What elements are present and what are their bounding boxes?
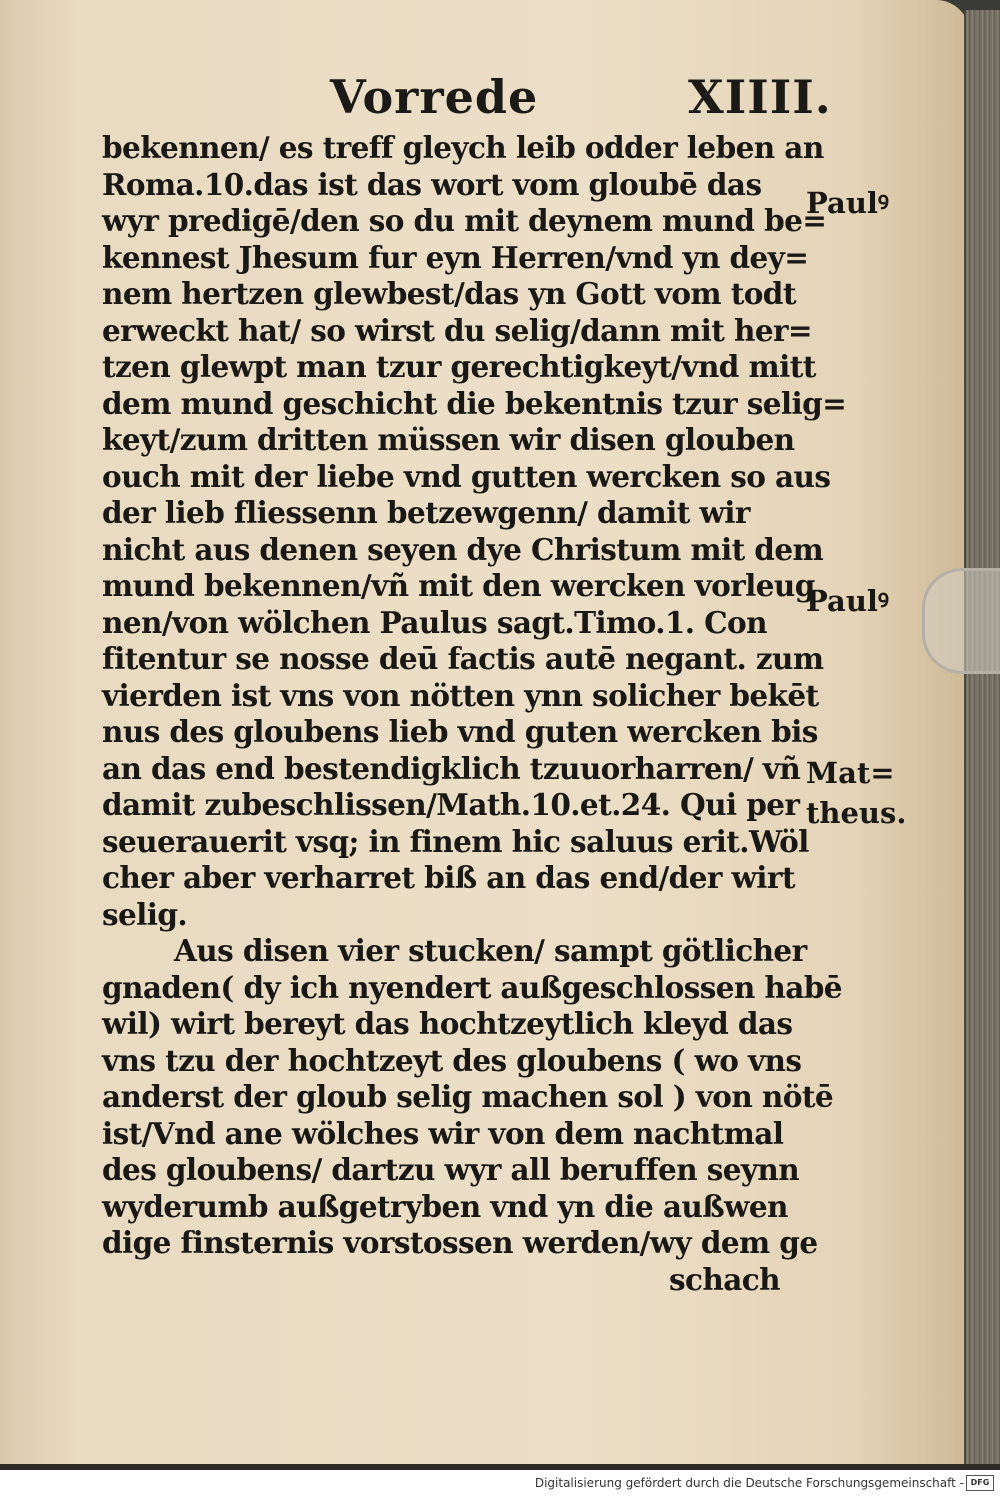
dfg-logo: DFG [966,1475,994,1491]
folio-number: XIIII. [688,70,832,124]
footer-credit-text: Digitalisierung gefördert durch die Deutsche Forschungsgemeinschaft - [534,1476,964,1490]
catchword: schach [669,1261,780,1297]
text-line: vns tzu der hochtzeyt des gloubens ( wo vns [102,1042,802,1078]
text-line: fitentur se nosse deū factis autē negant. zum [102,641,824,676]
credit-footer [0,1470,1000,1497]
main-text-block [102,130,847,1297]
text-line: nen/von wölchen Paulus sagt.Timo.1. Con [102,604,767,640]
text-line: wyderumb außgetryben vnd yn die außwen [102,1188,788,1224]
text-line: cher aber verharret biß an das end/der wirt [102,860,795,895]
margin-note-mattheus-line1: Mat= [806,756,895,790]
text-line: wyr predigē/den so du mit deynem mund be= [102,203,827,238]
running-title: Vorrede [330,70,539,124]
text-line: mund bekennen/vñ mit den wercken vorleug [102,568,815,603]
text-line: dige finsternis vorstossen werden/wy dem ge [102,1225,818,1260]
page-header [330,70,830,130]
book-page-edges [964,10,1000,1470]
text-line: Roma.10.das ist das wort vom gloubē das [102,166,762,202]
text-line: nem hertzen glewbest/das yn Gott vom todt [102,276,796,311]
text-line: des gloubens/ dartzu wyr all beruffen seynn [102,1152,800,1187]
text-line: der lieb fliessenn betzewgenn/ damit wir [102,495,750,530]
text-line: dem mund geschicht die bekentnis tzur selig= [102,385,847,421]
paragraph-first-line: Aus disen vier stucken/ sampt götlicher [174,933,807,968]
margin-note-mattheus-line2: theus. [806,796,907,830]
clamp-tab [922,568,1000,674]
text-line: ouch mit der liebe vnd gutten wercken so aus [102,458,831,494]
margin-note-paulus-2: Paulꝰ [806,584,889,618]
margin-note-paulus-1: Paulꝰ [806,186,889,220]
text-line: an das end bestendigklich tzuuorharren/ vñ [102,750,801,786]
text-line: nicht aus denen seyen dye Christum mit dem [102,531,824,567]
text-line: anderst der gloub selig machen sol ) von nötē [102,1079,834,1114]
text-line: vierden ist vns von nötten ynn solicher bekēt [102,677,819,713]
text-line: selig. [102,896,188,932]
text-line: gnaden( dy ich nyendert außgeschlossen habē [102,969,842,1005]
text-line: wil) wirt bereyt das hochtzeytlich kleyd das [102,1006,793,1041]
text-line: kennest Jhesum fur eyn Herren/vnd yn dey= [102,239,809,275]
text-line: nus des gloubens lieb vnd guten wercken bis [102,714,818,749]
text-line: damit zubeschlissen/Math.10.et.24. Qui per [102,787,800,822]
text-line: ist/Vnd ane wölches wir von dem nachtmal [102,1115,784,1151]
text-line: tzen glewpt man tzur gerechtigkeyt/vnd mitt [102,349,816,384]
text-line: keyt/zum dritten müssen wir disen glouben [102,422,795,457]
text-line: bekennen/ es treff gleych leib odder leben an [102,130,824,165]
text-line: erweckt hat/ so wirst du selig/dann mit her= [102,312,813,348]
text-line: seuerauerit vsq; in finem hic saluus erit.Wöl [102,823,809,859]
